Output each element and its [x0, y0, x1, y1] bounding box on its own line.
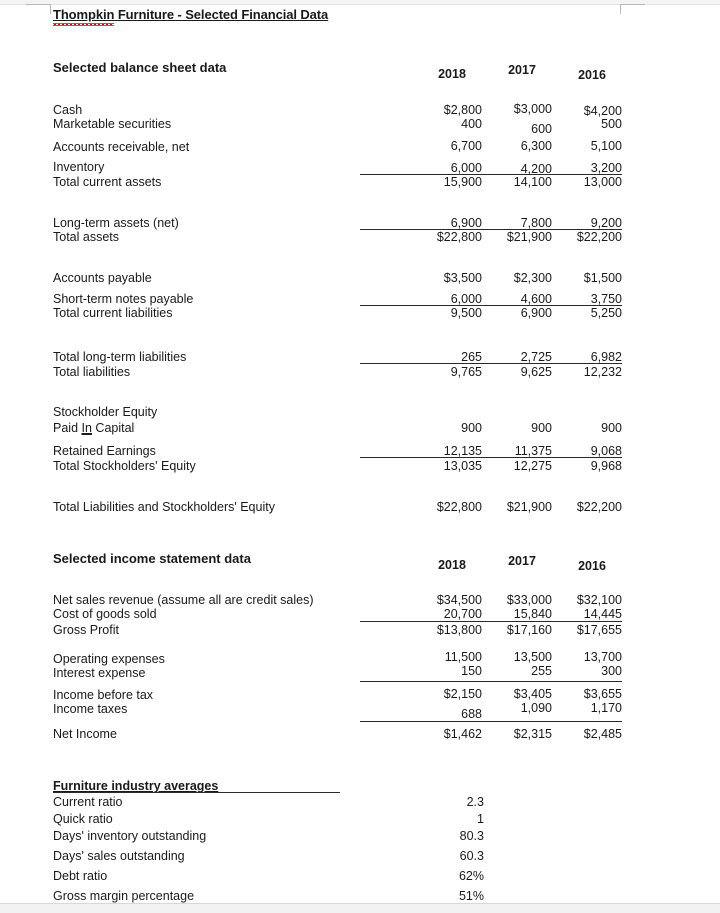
- row-value-total-current-assets-2018: 15,900: [443, 175, 482, 189]
- row-value-total-long-term-liabilities-2016: 6,982: [590, 350, 622, 364]
- row-value-total-assets-2016: $22,200: [576, 230, 622, 244]
- row-label-cost-of-goods-sold: Cost of goods sold: [53, 607, 157, 621]
- row-value-accounts-payable-2016: $1,500: [583, 271, 622, 285]
- row-value-total-liabilities-and-equity-2016: $22,200: [576, 500, 622, 514]
- row-value-accounts-payable-2017: $2,300: [513, 271, 552, 285]
- row-value-income-before-tax-2016: $3,655: [583, 687, 622, 701]
- row-label-long-term-assets: Long-term assets (net): [53, 216, 179, 230]
- row-label-days-inventory-outstanding: Days' inventory outstanding: [53, 829, 207, 843]
- row-value-operating-expenses-2017: 13,500: [513, 650, 552, 664]
- row-value-income-before-tax-2018: $2,150: [443, 687, 482, 701]
- row-value-paid-in-capital-2017: 900: [531, 421, 552, 435]
- paid-in-capital-suffix: Capital: [91, 421, 135, 435]
- row-label-accounts-payable: Accounts payable: [53, 271, 152, 285]
- row-label-retained-earnings: Retained Earnings: [53, 444, 156, 458]
- row-value-gross-profit-2018: $13,800: [436, 623, 482, 637]
- row-label-current-ratio: Current ratio: [53, 795, 123, 809]
- row-label-total-current-assets: Total current assets: [53, 175, 162, 189]
- row-label-total-liabilities-and-equity: Total Liabilities and Stockholders' Equity: [53, 500, 275, 514]
- balance-sheet-section-title: Selected balance sheet data: [53, 60, 227, 75]
- row-value-total-current-liabilities-2018: 9,500: [450, 306, 482, 320]
- row-value-interest-expense-2017: 255: [531, 664, 552, 678]
- row-value-short-term-notes-2016: 3,750: [590, 292, 622, 306]
- row-value-paid-in-capital-2018: 900: [461, 421, 482, 435]
- subtotal-rule-gross-profit: [360, 621, 622, 622]
- row-value-total-current-assets-2017: 14,100: [513, 175, 552, 189]
- row-label-operating-expenses: Operating expenses: [53, 652, 165, 666]
- row-value-inventory-2016: 3,200: [590, 161, 622, 175]
- row-value-accounts-payable-2018: $3,500: [443, 271, 482, 285]
- income-statement-year-2017: 2017: [508, 554, 536, 568]
- row-value-marketable-securities-2018: 400: [461, 117, 482, 131]
- row-value-cash-2016: $4,200: [583, 104, 622, 118]
- row-value-operating-expenses-2016: 13,700: [583, 650, 622, 664]
- row-label-total-assets: Total assets: [53, 230, 120, 244]
- subtotal-rule-stockholders-equity: [360, 457, 622, 458]
- row-value-total-current-assets-2016: 13,000: [583, 175, 622, 189]
- income-statement-year-2018: 2018: [438, 558, 466, 572]
- row-value-net-sales-revenue-2016: $32,100: [576, 593, 622, 607]
- row-value-income-taxes-2018: 688: [461, 707, 482, 721]
- row-label-short-term-notes-payable: Short-term notes payable: [53, 292, 194, 306]
- row-value-total-liabilities-2016: 12,232: [583, 365, 622, 379]
- row-value-total-liabilities-and-equity-2018: $22,800: [436, 500, 482, 514]
- subtotal-rule-net-income: [360, 721, 622, 722]
- row-label-accounts-receivable-net: Accounts receivable, net: [53, 140, 190, 154]
- row-value-retained-earnings-2016: 9,068: [590, 444, 622, 458]
- row-label-quick-ratio: Quick ratio: [53, 812, 113, 826]
- income-statement-year-2016: 2016: [578, 559, 606, 573]
- row-value-long-term-assets-2018: 6,900: [450, 216, 482, 230]
- row-value-total-long-term-liabilities-2018: 265: [461, 350, 482, 364]
- row-value-accounts-receivable-2017: 6,300: [520, 139, 552, 153]
- row-value-cost-of-goods-sold-2016: 14,445: [583, 607, 622, 621]
- row-label-days-sales-outstanding: Days' sales outstanding: [53, 849, 185, 863]
- row-value-days-inventory-outstanding: 80.3: [459, 829, 484, 843]
- row-value-net-sales-revenue-2017: $33,000: [506, 593, 552, 607]
- row-value-income-taxes-2017: 1,090: [520, 701, 552, 715]
- row-value-total-assets-2017: $21,900: [506, 230, 552, 244]
- row-value-short-term-notes-2017: 4,600: [520, 292, 552, 306]
- row-value-gross-profit-2016: $17,655: [576, 623, 622, 637]
- row-value-interest-expense-2016: 300: [601, 664, 622, 678]
- paid-in-capital-prefix: Paid: [53, 421, 82, 435]
- row-value-inventory-2018: 6,000: [450, 161, 482, 175]
- row-value-total-liabilities-2017: 9,625: [520, 365, 552, 379]
- row-label-gross-margin-percentage: Gross margin percentage: [53, 889, 195, 903]
- row-label-interest-expense: Interest expense: [53, 666, 146, 680]
- row-value-cost-of-goods-sold-2017: 15,840: [513, 607, 552, 621]
- row-label-net-income: Net Income: [53, 727, 117, 741]
- document-title-rest: Furniture - Selected Financial Data: [114, 7, 329, 22]
- balance-sheet-year-2017: 2017: [508, 63, 536, 77]
- row-value-long-term-assets-2017: 7,800: [520, 216, 552, 230]
- row-value-total-liabilities-and-equity-2017: $21,900: [506, 500, 552, 514]
- row-value-paid-in-capital-2016: 900: [601, 421, 622, 435]
- industry-averages-section-title: Furniture industry averages: [53, 779, 219, 793]
- row-value-total-liabilities-2018: 9,765: [450, 365, 482, 379]
- misspelled-word: Thompkin: [53, 7, 115, 22]
- row-label-marketable-securities: Marketable securities: [53, 117, 172, 131]
- row-value-retained-earnings-2017: 11,375: [514, 444, 552, 458]
- row-label-cash: Cash: [53, 103, 83, 117]
- row-label-net-sales-revenue: Net sales revenue (assume all are credit sales): [53, 593, 314, 607]
- row-label-total-liabilities: Total liabilities: [53, 365, 131, 379]
- row-value-net-income-2016: $2,485: [583, 727, 622, 741]
- row-value-total-current-liabilities-2017: 6,900: [520, 306, 552, 320]
- row-value-interest-expense-2018: 150: [461, 664, 482, 678]
- row-value-total-current-liabilities-2016: 5,250: [590, 306, 622, 320]
- document-title: [53, 7, 328, 22]
- grammar-marked-word: In: [81, 421, 92, 435]
- row-value-debt-ratio: 62%: [458, 869, 484, 883]
- row-value-days-sales-outstanding: 60.3: [459, 849, 484, 863]
- row-label-total-current-liabilities: Total current liabilities: [53, 306, 173, 320]
- income-statement-section-title: Selected income statement data: [53, 551, 251, 566]
- row-value-total-stockholders-equity-2016: 9,968: [590, 459, 622, 473]
- row-value-cost-of-goods-sold-2018: 20,700: [443, 607, 482, 621]
- row-value-net-income-2018: $1,462: [443, 727, 482, 741]
- row-value-total-stockholders-equity-2017: 12,275: [513, 459, 552, 473]
- row-label-stockholder-equity: Stockholder Equity: [53, 405, 158, 419]
- row-value-income-before-tax-2017: $3,405: [513, 687, 552, 701]
- row-value-accounts-receivable-2018: 6,700: [450, 139, 482, 153]
- balance-sheet-year-2018: 2018: [438, 67, 466, 81]
- row-value-operating-expenses-2018: 11,500: [444, 650, 482, 664]
- row-value-current-ratio: 2.3: [466, 795, 484, 809]
- row-value-income-taxes-2016: 1,170: [590, 701, 622, 715]
- row-label-gross-profit: Gross Profit: [53, 623, 119, 637]
- row-value-inventory-2017: 4,200: [520, 162, 552, 176]
- row-value-total-stockholders-equity-2018: 13,035: [443, 459, 482, 473]
- row-value-total-assets-2018: $22,800: [436, 230, 482, 244]
- row-label-paid-in-capital: [53, 421, 134, 435]
- row-label-inventory: Inventory: [53, 160, 105, 174]
- row-value-gross-margin-percentage: 51%: [458, 889, 484, 903]
- row-value-marketable-securities-2017: 600: [531, 122, 552, 136]
- balance-sheet-year-2016: 2016: [578, 68, 606, 82]
- row-value-retained-earnings-2018: 12,135: [443, 444, 482, 458]
- row-value-gross-profit-2017: $17,160: [506, 623, 552, 637]
- row-value-cash-2017: $3,000: [513, 102, 552, 116]
- row-value-marketable-securities-2016: 500: [601, 117, 622, 131]
- row-label-debt-ratio: Debt ratio: [53, 869, 108, 883]
- row-label-income-before-tax: Income before tax: [53, 688, 154, 702]
- industry-averages-heading-rule: [53, 792, 340, 793]
- row-value-short-term-notes-2018: 6,000: [450, 292, 482, 306]
- subtotal-rule-income-before-tax: [360, 681, 622, 682]
- row-value-accounts-receivable-2016: 5,100: [590, 139, 622, 153]
- row-value-net-income-2017: $2,315: [513, 727, 552, 741]
- row-label-total-stockholders-equity: Total Stockholders' Equity: [53, 459, 196, 473]
- row-value-cash-2018: $2,800: [443, 103, 482, 117]
- row-value-net-sales-revenue-2018: $34,500: [436, 593, 482, 607]
- subtotal-rule-total-liabilities: [360, 363, 622, 364]
- row-value-total-long-term-liabilities-2017: 2,725: [520, 350, 552, 364]
- row-label-total-long-term-liabilities: Total long-term liabilities: [53, 350, 187, 364]
- row-value-long-term-assets-2016: 9,200: [590, 216, 622, 230]
- row-value-quick-ratio: 1: [477, 812, 484, 826]
- row-label-income-taxes: Income taxes: [53, 702, 128, 716]
